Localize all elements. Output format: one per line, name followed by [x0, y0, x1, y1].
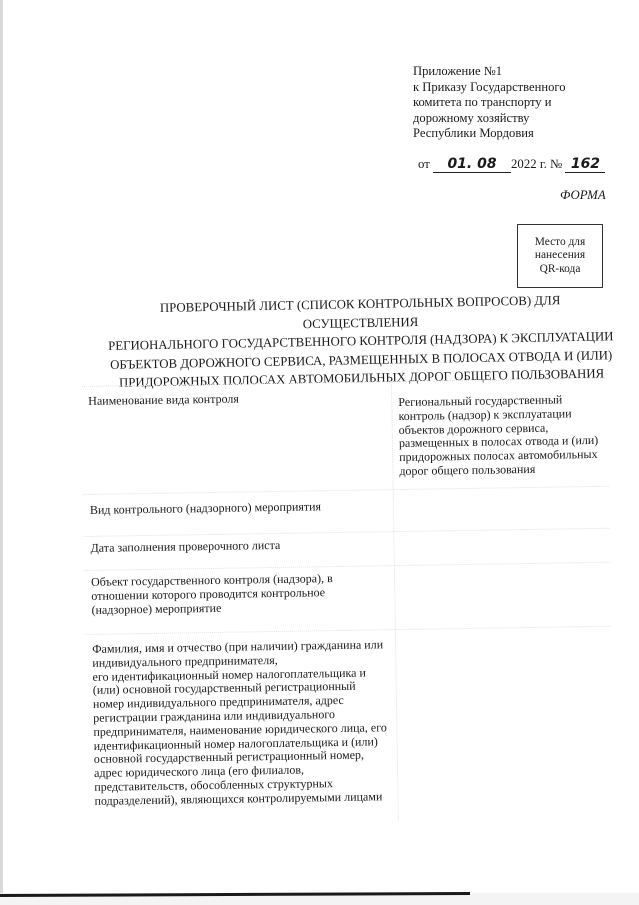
label-line: его идентификационный номер налогоплательщика и: [92, 665, 366, 684]
label-line: индивидуального предпринимателя,: [92, 652, 278, 670]
appendix-line: комитета по транспорту и: [413, 95, 552, 109]
label-line: Дата заполнения проверочного листа: [90, 537, 281, 555]
order-year-text: 2022 г. №: [511, 157, 563, 171]
value-line: размещенных в полосах отвода и (или): [398, 433, 599, 451]
value-line: объектов дорожного сервиса,: [398, 420, 549, 437]
value-line: контроль (надзор) к эксплуатации: [398, 406, 572, 423]
label-line: Фамилия, имя и отчество (при наличии) гражданина или: [92, 637, 384, 656]
value-line: придорожных полосах автомобильных: [399, 447, 598, 465]
label-line: представительств, обособленных структурных: [94, 776, 334, 794]
scan-bottom-edge: [0, 893, 639, 905]
forma-label: ФОРМА: [560, 188, 606, 202]
label-line: отношении которого проводится контрольное: [91, 585, 326, 603]
row-label: [88, 390, 386, 408]
table-row: [86, 626, 614, 825]
row-label: [91, 571, 390, 617]
order-prefix: от: [418, 157, 430, 171]
order-date-number: [418, 156, 605, 173]
title-line: ОБЪЕКТОВ ДОРОЖНОГО СЕРВИСА, РАЗМЕЩЕННЫХ В ПОЛОСАХ ОТВОДА И (ИЛИ): [110, 347, 613, 372]
title-line: ПРИДОРОЖНЫХ ПОЛОСАХ АВТОМОБИЛЬНЫХ ДОРОГ ОБЩЕГО ПОЛЬЗОВАНИЯ: [118, 366, 605, 390]
order-date-handwritten: 01. 08: [447, 156, 497, 172]
document-title: [105, 290, 617, 392]
row-label: [90, 537, 388, 555]
label-line: Объект государственного контроля (надзора), в: [90, 571, 333, 589]
row-label: [90, 499, 388, 517]
label-line: номер индивидуального предпринимателя, адрес: [92, 693, 344, 712]
qr-box-line: Место для: [534, 235, 586, 248]
row-label: [92, 638, 393, 808]
label-line: предпринимателя, наименование юридического лица, его: [93, 720, 387, 739]
value-line: дорог общего пользования: [399, 461, 536, 479]
label-line: идентификационный номер налогоплательщика и (или): [93, 733, 378, 753]
appendix-line: Республики Мордовия: [413, 126, 534, 140]
appendix-line: дорожному хозяйству: [413, 110, 530, 125]
title-line: ПРОВЕРОЧНЫЙ ЛИСТ (СПИСОК КОНТРОЛЬНЫХ ВОПРОСОВ) ДЛЯ ОСУЩЕСТВЛЕНИЯ: [159, 293, 561, 331]
label-line: адрес юридического лица (его филиалов,: [93, 762, 305, 781]
qr-code-placeholder: [517, 224, 603, 288]
qr-box-line: нанесения: [534, 249, 586, 262]
label-line: (надзорное) мероприятие: [91, 600, 222, 617]
appendix-line: к Приказу Государственного: [413, 79, 566, 94]
label-line: (или) основной государственный регистрационный: [92, 679, 356, 698]
checklist-table: [82, 378, 614, 826]
label-line: Вид контрольного (надзорного) мероприятия: [89, 499, 322, 517]
order-number-field: [565, 156, 605, 173]
order-date-field: [433, 156, 511, 173]
order-number-handwritten: 162: [570, 156, 601, 172]
qr-box-line: QR-кода: [539, 262, 581, 275]
row-value: [398, 393, 604, 479]
scan-edge: [0, 0, 3, 905]
label-line: регистрации гражданина или индивидуального: [93, 707, 336, 725]
appendix-line: Приложение №1: [413, 64, 503, 78]
appendix-block: [413, 64, 628, 142]
label-line: Наименование вида контроля: [88, 391, 239, 408]
value-line: Региональный государственный: [398, 392, 563, 410]
title-line: РЕГИОНАЛЬНОГО ГОСУДАРСТВЕННОГО КОНТРОЛЯ (НАДЗОРА) К ЭКСПЛУАТАЦИИ: [108, 329, 614, 353]
label-line: основной государственный регистрационный номер,: [93, 747, 365, 767]
label-line: подразделений), являющихся контролируемыми лицами: [94, 789, 383, 808]
scan-bottom-line: [0, 892, 470, 897]
table-row: [82, 378, 609, 495]
table-row: [85, 562, 611, 635]
